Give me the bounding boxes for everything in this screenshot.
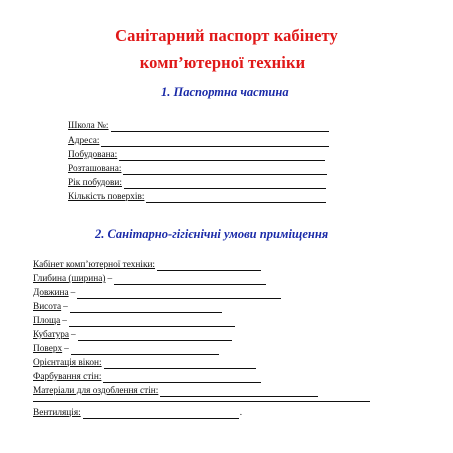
blank-line bbox=[69, 317, 235, 327]
blank-line bbox=[111, 122, 329, 132]
field-label: Висота bbox=[33, 302, 62, 312]
field-volume bbox=[33, 329, 232, 341]
field-label: Рік побудови: bbox=[68, 178, 122, 188]
blank-line bbox=[103, 373, 261, 383]
field-school-number bbox=[68, 120, 329, 132]
field-label: Глибина (ширина) bbox=[33, 274, 106, 284]
field-label: Школа №: bbox=[68, 121, 109, 131]
field-label: Побудована: bbox=[68, 150, 118, 160]
blank-line bbox=[123, 165, 327, 175]
field-floor bbox=[33, 343, 219, 355]
blank-line bbox=[114, 275, 266, 285]
blank-line bbox=[71, 345, 219, 355]
field-label: Вентиляція: bbox=[33, 408, 81, 418]
field-height bbox=[33, 301, 222, 313]
blank-line bbox=[70, 303, 222, 313]
field-label: Фарбування стін: bbox=[33, 372, 102, 382]
field-floors-count bbox=[68, 191, 326, 203]
field-depth-width bbox=[33, 273, 266, 285]
field-label: Кількість поверхів: bbox=[68, 192, 145, 202]
document-title-line-1: Санітарний паспорт кабінету bbox=[115, 26, 338, 45]
blank-line bbox=[119, 151, 325, 161]
field-label: Кубатура bbox=[33, 330, 70, 340]
field-built bbox=[68, 149, 325, 161]
field-trailing-period: . bbox=[239, 408, 243, 418]
blank-line bbox=[157, 261, 261, 271]
field-label: Матеріали для оздоблення стін: bbox=[33, 386, 159, 396]
field-dash: – bbox=[71, 330, 76, 340]
field-label: Довжина bbox=[33, 288, 69, 298]
field-dash: – bbox=[62, 316, 67, 326]
field-dash: – bbox=[70, 288, 76, 298]
blank-line bbox=[160, 387, 318, 397]
field-window-orientation bbox=[33, 357, 256, 369]
blank-line bbox=[104, 359, 256, 369]
field-address bbox=[68, 135, 329, 147]
blank-line bbox=[146, 193, 326, 203]
field-ventilation bbox=[33, 407, 242, 419]
field-label: Адреса: bbox=[68, 136, 100, 146]
field-label: Поверх bbox=[33, 344, 63, 354]
field-dash: – bbox=[107, 274, 113, 284]
field-label: Кабінет комп’ютерної техніки: bbox=[33, 260, 156, 270]
field-dash: – bbox=[64, 344, 69, 354]
blank-line bbox=[124, 179, 326, 189]
field-year-built bbox=[68, 177, 326, 189]
blank-line bbox=[83, 409, 239, 419]
section-1-heading: 1. Паспортна частина bbox=[161, 85, 289, 99]
field-area bbox=[33, 315, 235, 327]
field-label: Орієнтація вікон: bbox=[33, 358, 102, 368]
field-wall-materials bbox=[33, 385, 318, 397]
section-2-heading: 2. Санітарно-гігієнічні умови приміщення bbox=[95, 227, 329, 241]
document-title-line-2: комп’ютерної техніки bbox=[139, 53, 306, 72]
field-length bbox=[33, 287, 281, 299]
field-label: Площа bbox=[33, 316, 61, 326]
field-computer-room bbox=[33, 259, 261, 271]
field-wall-painting bbox=[33, 371, 261, 383]
blank-line-continuation bbox=[33, 401, 370, 402]
blank-line bbox=[101, 137, 329, 147]
field-dash: – bbox=[63, 302, 68, 312]
blank-line bbox=[77, 289, 281, 299]
blank-line bbox=[78, 331, 232, 341]
field-label: Розташована: bbox=[68, 164, 122, 174]
field-located bbox=[68, 163, 327, 175]
